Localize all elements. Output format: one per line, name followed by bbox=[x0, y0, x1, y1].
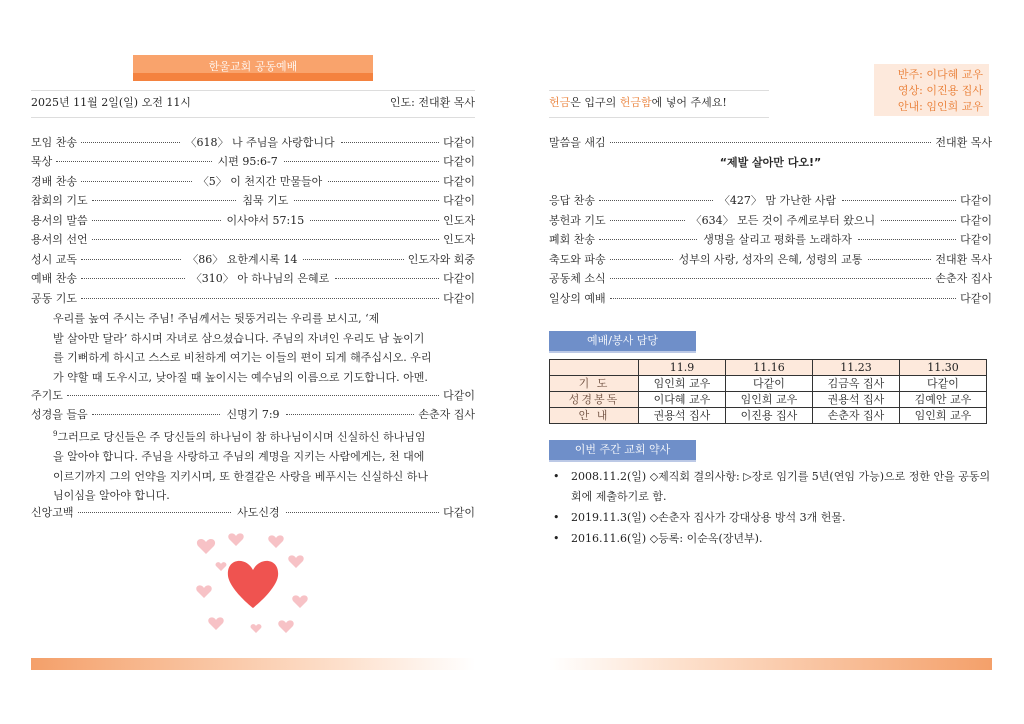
list-item: • 2008.11.2(일) ◇제직회 결의사항: ▷장로 임기를 5년(연임 가능)으로 정한 안을 공동의회에 제출하기로 함. bbox=[549, 467, 992, 507]
service-header bbox=[31, 90, 475, 118]
history-list bbox=[549, 467, 992, 550]
table-row: 안 내 권용석 집사 이진용 집사 손춘자 집사 임인희 교우 bbox=[550, 408, 987, 424]
order-item: 경배 찬송 〈5〉 이 천지간 만물들아 다같이 bbox=[31, 175, 475, 188]
duty-section-title: 예배/봉사 담당 bbox=[549, 331, 696, 351]
roles-box bbox=[874, 64, 989, 116]
order-item: 참회의 기도 침묵 기도 다같이 bbox=[31, 194, 476, 207]
service-leader: 인도: 전대환 목사 bbox=[389, 96, 475, 109]
table-row: 성경봉독 이다혜 교우 임인희 교우 권용석 집사 김예안 교우 bbox=[550, 392, 987, 408]
footer-bar-right bbox=[549, 658, 992, 670]
order-item: 묵상 시편 95:6-7 다같이 bbox=[31, 155, 476, 168]
order-item: 봉헌과 기도 〈634〉 모든 것이 주께로부터 왔으니 다같이 bbox=[549, 214, 992, 227]
row-label: 안 내 bbox=[550, 408, 639, 424]
offering-box-word: 헌금함 bbox=[619, 96, 652, 109]
order-item: 폐회 찬송 생명을 살리고 평화를 노래하자 다같이 bbox=[549, 233, 993, 246]
order-item: 축도와 파송 성부의 사랑, 성자의 은혜, 성령의 교통 전대환 목사 bbox=[549, 253, 992, 266]
order-item: 성시 교독 〈86〉 요한계시록 14 인도자와 회중 bbox=[31, 253, 475, 266]
offering-text-1: 은 입구의 bbox=[570, 96, 620, 109]
order-item: 주기도 다같이 bbox=[31, 389, 475, 402]
scripture-text: $^9$그러므로 당신들은 주 당신들의 하나님이 참 하나님이시며 신실하신 하나님임 을 알아야 합니다. 주님을 사랑하고 주님의 계명을 지키는 사람에게는, 천 대에 이르기까지 그의 언약을 지키시며, 또 한결같은 사랑을 베푸시는 신실하신 하나 님이심을 알아야 합니다. bbox=[53, 430, 428, 503]
order-item: 용서의 말씀 이사야서 57:15 인도자 bbox=[31, 214, 476, 227]
order-item: 응답 찬송 〈427〉 맘 가난한 사람 다같이 bbox=[549, 194, 992, 207]
date-cell: 11.23 bbox=[813, 360, 900, 376]
table-row bbox=[550, 360, 987, 376]
date-cell: 11.16 bbox=[726, 360, 813, 376]
date-cell: 11.30 bbox=[900, 360, 987, 376]
sermon-title: “제발 살아만 다오!” bbox=[719, 156, 822, 169]
row-label: 성경봉독 bbox=[550, 392, 639, 408]
duty-table bbox=[549, 359, 987, 424]
order-item: 신앙고백 사도신경 다같이 bbox=[31, 506, 476, 519]
offering-note bbox=[549, 90, 769, 118]
order-item: 성경을 들음 신명기 7:9 손춘자 집사 bbox=[31, 408, 476, 421]
hearts-illustration bbox=[196, 528, 310, 638]
order-item: 용서의 선언 인도자 bbox=[31, 233, 475, 246]
role-accompanist: 반주: 이다혜 교우 bbox=[897, 68, 983, 81]
order-item: 일상의 예배 다같이 bbox=[549, 292, 992, 305]
date-cell: 11.9 bbox=[639, 360, 726, 376]
bulletin-title: 한울교회 공동예배 bbox=[133, 55, 373, 81]
offering-word: 헌금 bbox=[549, 96, 571, 109]
order-item: 공동 기도 다같이 bbox=[31, 292, 475, 305]
verse-number: 9 bbox=[53, 430, 58, 438]
common-prayer: 우리를 높여 주시는 주님! 주님께서는 뒷뚱거리는 우리를 보시고, ‘제 발 살아만 달라’ 하시며 자녀로 삼으셨습니다. 주님의 자녀인 우리도 남 높이기 를 기뻐하게 하시고 스스로 비천하게 여기는 이들의 편이 되게 해주십시오. 우리 가 약할 때 도우시고, 낮아질 때 높이시는 예수님의 이름으로 기도합니다. 아멘. bbox=[53, 312, 432, 384]
list-item: • 2019.11.3(일) ◇손춘자 집사가 강대상용 방석 3개 헌물. bbox=[549, 508, 992, 528]
table-row: 기 도 임인희 교우 다같이 김금옥 집사 다같이 bbox=[550, 376, 987, 392]
row-label: 기 도 bbox=[550, 376, 639, 392]
order-item: 공동체 소식 손춘자 집사 bbox=[549, 272, 992, 285]
order-item: 예배 찬송 〈310〉 아 하나님의 은혜로 다같이 bbox=[31, 272, 475, 285]
offering-text-2: 에 넣어 주세요! bbox=[651, 96, 727, 109]
history-section-title: 이번 주간 교회 약사 bbox=[549, 440, 696, 460]
order-item: 모임 찬송 〈618〉 나 주님을 사랑합니다 다같이 bbox=[31, 136, 475, 149]
role-usher: 안내: 임인희 교우 bbox=[897, 100, 983, 113]
footer-bar-left bbox=[31, 658, 475, 670]
service-date: 2025년 11월 2일(일) 오전 11시 bbox=[31, 96, 191, 109]
role-video: 영상: 이진용 집사 bbox=[897, 84, 983, 97]
sermon-row: 말씀을 새김 전대환 목사 bbox=[549, 136, 992, 149]
list-item: • 2016.11.6(일) ◇등록: 이순옥(장년부). bbox=[549, 529, 992, 549]
